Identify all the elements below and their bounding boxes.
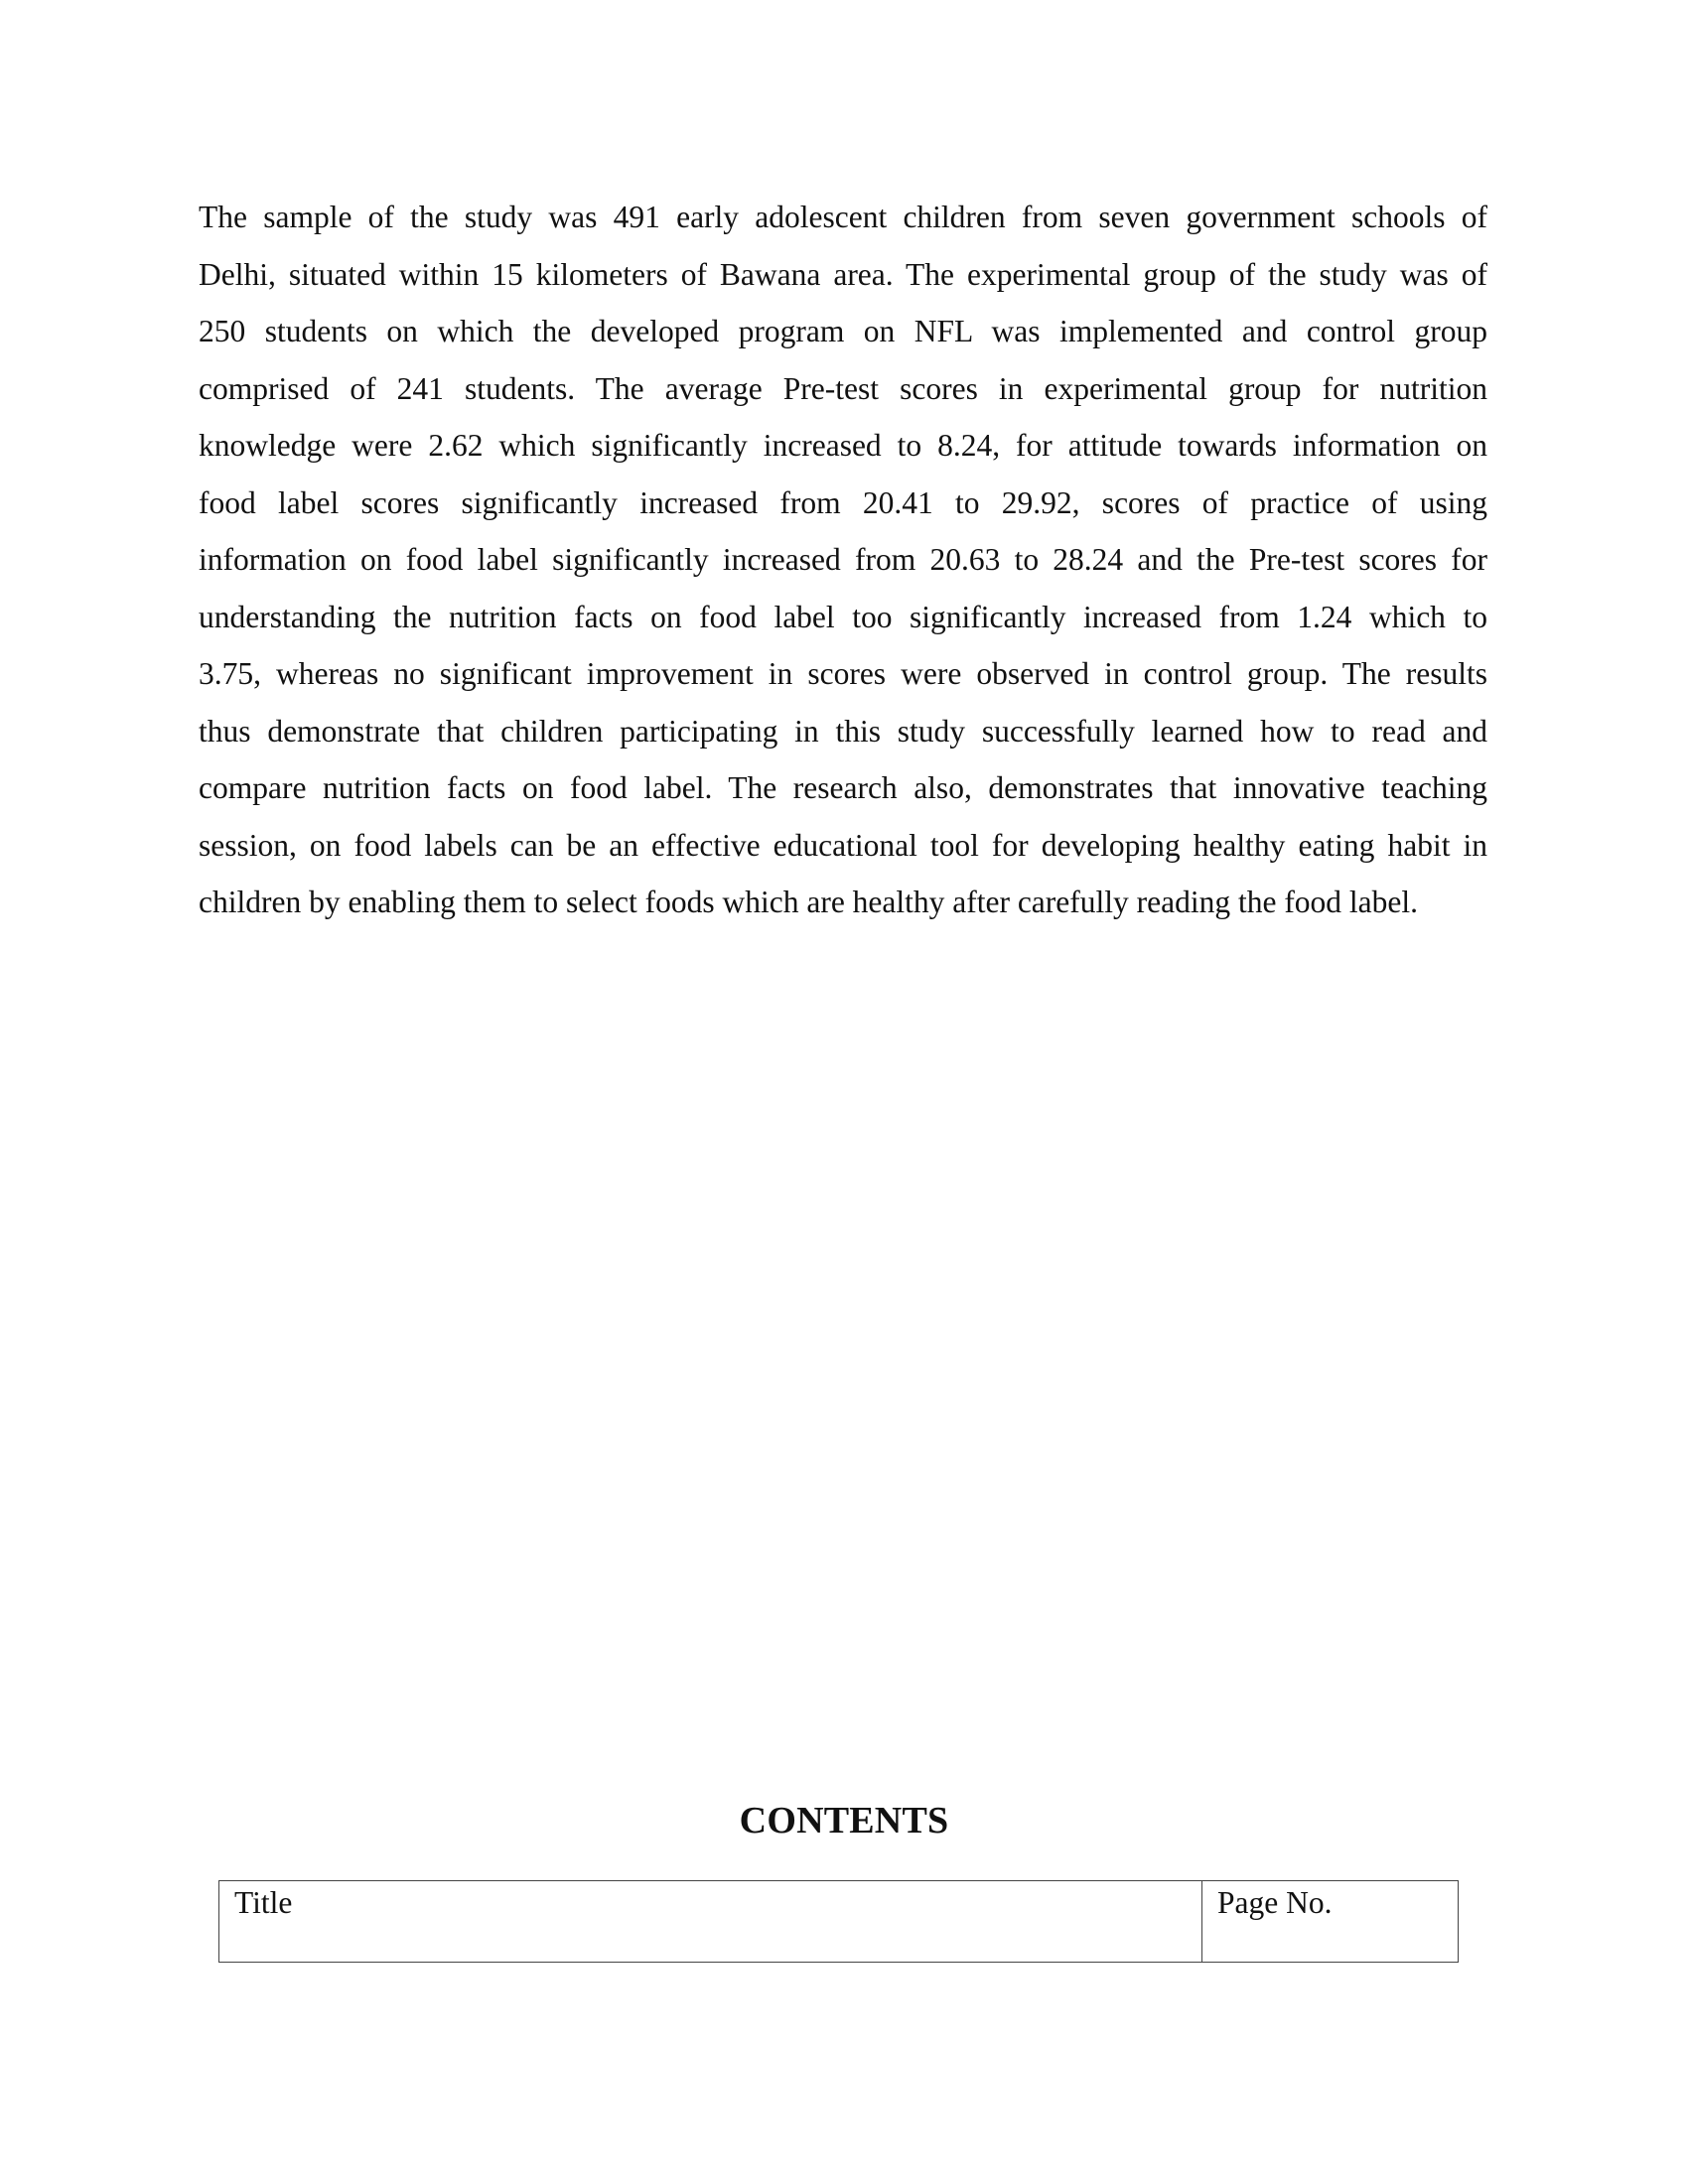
paragraph-line: 3.75, whereas no significant improvement in scores were observed in control group. The results	[199, 656, 1487, 691]
paragraph-line: thus demonstrate that children participating in this study successfully learned how to read and	[199, 713, 1487, 749]
paragraph-line: session, on food labels can be an effective educational tool for developing healthy eating habit in	[199, 827, 1487, 863]
paragraph-line: compare nutrition facts on food label. The research also, demonstrates that innovative teaching	[199, 770, 1487, 805]
contents-heading: CONTENTS	[739, 1800, 949, 1842]
paragraph-line: Delhi, situated within 15 kilometers of Bawana area. The experimental group of the study was of	[199, 256, 1487, 292]
contents-header-row	[219, 1881, 1459, 1963]
paragraph-line: food label scores significantly increased from 20.41 to 29.92, scores of practice of using	[199, 484, 1487, 520]
paragraph-line: understanding the nutrition facts on food label too significantly increased from 1.24 which to	[199, 599, 1487, 634]
paragraph-line: children by enabling them to select foods which are healthy after carefully reading the food label.	[199, 885, 1419, 919]
paragraph-line: knowledge were 2.62 which significantly increased to 8.24, for attitude towards information on	[199, 428, 1487, 463]
contents-table	[218, 1880, 1459, 1963]
paragraph-line: 250 students on which the developed program on NFL was implemented and control group	[199, 314, 1487, 348]
paragraph-line: information on food label significantly increased from 20.63 to 28.24 and the Pre-test scores for	[199, 542, 1487, 577]
title-column-header: Title	[219, 1881, 1202, 1963]
abstract-paragraph	[199, 195, 1487, 937]
paragraph-line: comprised of 241 students. The average Pre-test scores in experimental group for nutrition	[199, 370, 1487, 406]
paragraph-line: The sample of the study was 491 early adolescent children from seven government schools of	[199, 200, 1487, 234]
page-no-column-header: Page No.	[1202, 1881, 1459, 1963]
